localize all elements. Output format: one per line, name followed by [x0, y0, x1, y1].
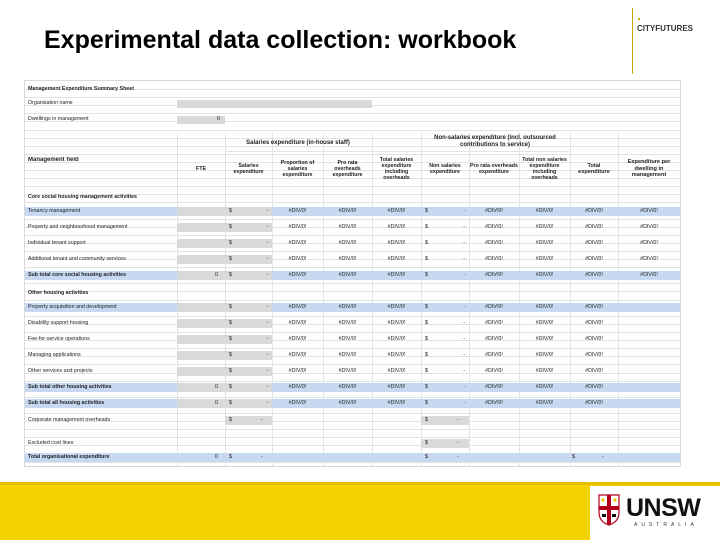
grid-line	[25, 235, 680, 236]
salaries-group-header: Salaries expenditure (in-house staff)	[246, 139, 350, 146]
city-futures-logo-icon	[632, 8, 691, 74]
row-label: Sub total all housing activities	[28, 400, 105, 406]
row-totsal: #DIV/0!	[387, 272, 406, 278]
row-totsal: #DIV/0!	[387, 224, 406, 230]
row-nonpr: #DIV/0!	[485, 336, 503, 342]
row-ndash: -	[463, 224, 465, 230]
row-totnon: #DIV/0!	[535, 400, 554, 406]
total-sal: $	[229, 454, 232, 460]
row-dash: -	[266, 400, 268, 406]
row-nonpr: #DIV/0!	[485, 224, 503, 230]
row-totnon: #DIV/0!	[535, 304, 554, 310]
row-ndash: -	[463, 384, 465, 390]
overheads-dash: -	[261, 417, 263, 423]
row-totsal: #DIV/0!	[387, 368, 406, 374]
total-fte: 0	[215, 454, 218, 460]
total-ndash: -	[457, 454, 459, 460]
row-sal: $	[229, 400, 232, 406]
row-dash: -	[266, 224, 268, 230]
overheads-nonsal: $	[425, 417, 428, 423]
grid-line	[25, 219, 680, 220]
row-perdw	[622, 384, 676, 392]
grid-line	[25, 348, 680, 349]
column-header-nonsal: Non salaries expenditure	[429, 162, 461, 175]
row-totsal: #DIV/0!	[387, 256, 406, 262]
row-label: Fee-for-service operations	[28, 336, 90, 342]
overheads-label: Corporate management overheads	[28, 417, 111, 423]
row-prop: #DIV/0!	[288, 240, 307, 246]
row-dash: -	[266, 272, 268, 278]
row-label: Additional tenant and community services	[28, 256, 126, 262]
row-totnon: #DIV/0!	[535, 352, 554, 358]
unsw-crest-icon	[598, 494, 620, 526]
row-total: #DIV/0!	[585, 304, 603, 310]
row-nonsal: $	[425, 400, 428, 406]
grid-line	[25, 332, 680, 333]
row-total: #DIV/0!	[585, 400, 603, 406]
row-nonsal: $	[425, 272, 428, 278]
total-tdash: -	[602, 454, 604, 460]
row-nonsal: $	[425, 368, 428, 374]
row-prorata: #DIV/0!	[338, 352, 357, 358]
column-header-fte: FTE	[195, 165, 206, 172]
row-label: Property acquisition and development	[28, 304, 117, 310]
row-prorata: #DIV/0!	[338, 208, 357, 214]
row-label: Managing applications	[28, 352, 81, 358]
row-sal: $	[229, 224, 232, 230]
row-perdw	[622, 352, 676, 360]
row-label: Other services and projects	[28, 368, 93, 374]
row-nonpr: #DIV/0!	[485, 352, 503, 358]
row-prop: #DIV/0!	[288, 224, 307, 230]
row-ndash: -	[463, 400, 465, 406]
row-label: Sub total core social housing activities	[28, 272, 127, 278]
grid-line	[25, 462, 680, 463]
row-fte	[215, 320, 223, 328]
row-prop: #DIV/0!	[288, 320, 307, 326]
grid-line	[25, 283, 680, 284]
row-prorata: #DIV/0!	[338, 384, 357, 390]
grid-line	[25, 413, 680, 414]
row-totsal: #DIV/0!	[387, 304, 406, 310]
row-perdw	[622, 368, 676, 376]
row-nonsal: $	[425, 352, 428, 358]
column-header-prop: Proportion of salaries expenditure	[280, 159, 315, 179]
row-perdw: #DIV/0!	[640, 240, 658, 246]
row-fte: 0	[215, 272, 218, 278]
row-totnon: #DIV/0!	[535, 224, 554, 230]
row-totsal: #DIV/0!	[387, 352, 406, 358]
excluded-label: Excluded cost lines	[28, 440, 74, 446]
row-nonpr: #DIV/0!	[485, 256, 503, 262]
row-perdw: #DIV/0!	[640, 272, 658, 278]
row-prop: #DIV/0!	[288, 352, 307, 358]
row-totsal: #DIV/0!	[387, 336, 406, 342]
grid-line	[25, 186, 680, 187]
row-sal: $	[229, 352, 232, 358]
organisation-label: Organisation name	[28, 100, 73, 106]
nonsalaries-group-header: Non-salaries expenditure (incl. outsourced contributions to service)	[434, 135, 556, 148]
row-dash: -	[266, 336, 268, 342]
management-field-header: Management field	[28, 157, 79, 163]
row-ndash: -	[463, 256, 465, 262]
row-nonsal: $	[425, 384, 428, 390]
grid-line	[25, 437, 680, 438]
row-sal: $	[229, 272, 232, 278]
row-totnon: #DIV/0!	[535, 336, 554, 342]
row-nonpr: #DIV/0!	[485, 400, 503, 406]
row-totnon: #DIV/0!	[535, 256, 554, 262]
row-label: Individual tenant support	[28, 240, 86, 246]
grid-line	[25, 316, 680, 317]
row-fte	[215, 224, 223, 232]
row-total: #DIV/0!	[585, 208, 603, 214]
row-total: #DIV/0!	[585, 224, 603, 230]
row-totsal: #DIV/0!	[387, 208, 406, 214]
row-ndash: -	[463, 272, 465, 278]
total-label: Total organisational expenditure	[28, 454, 110, 460]
row-perdw: #DIV/0!	[640, 224, 658, 230]
row-prorata: #DIV/0!	[338, 256, 357, 262]
grid-line	[25, 97, 680, 98]
grid-line	[25, 300, 680, 301]
row-fte	[215, 368, 223, 376]
row-prop: #DIV/0!	[288, 368, 307, 374]
section-core: Core social housing management activities	[28, 194, 137, 200]
row-nonpr: #DIV/0!	[485, 384, 503, 390]
row-nonsal: $	[425, 336, 428, 342]
column-header-totsal: Total salaries expenditure including overheads	[379, 156, 414, 182]
row-prorata: #DIV/0!	[338, 336, 357, 342]
column-header-perdwelling: Expenditure per dwelling in management	[627, 159, 671, 179]
row-totsal: #DIV/0!	[387, 400, 406, 406]
row-sal: $	[229, 304, 232, 310]
header-line	[225, 151, 569, 152]
row-dash: -	[266, 256, 268, 262]
slide-title: Experimental data collection: workbook	[44, 26, 517, 54]
column-header-total: Total expenditure	[578, 162, 610, 175]
row-perdw: #DIV/0!	[640, 208, 658, 214]
row-total: #DIV/0!	[585, 368, 603, 374]
row-perdw	[622, 320, 676, 328]
grid-line	[25, 381, 680, 382]
row-prop: #DIV/0!	[288, 304, 307, 310]
row-nonsal: $	[425, 256, 428, 262]
row-perdw	[622, 400, 676, 408]
row-prorata: #DIV/0!	[338, 224, 357, 230]
row-nonpr: #DIV/0!	[485, 240, 503, 246]
grid-line	[25, 113, 680, 114]
row-fte	[215, 208, 223, 216]
grid-line	[25, 429, 680, 430]
row-prop: #DIV/0!	[288, 336, 307, 342]
row-total: #DIV/0!	[585, 352, 603, 358]
column-header-totnon: Total non salaries expenditure including overheads	[522, 156, 567, 182]
row-nonpr: #DIV/0!	[485, 304, 503, 310]
row-nonsal: $	[425, 320, 428, 326]
excluded-ndash: -	[457, 440, 459, 446]
row-dash: -	[266, 240, 268, 246]
row-label: Disability support housing	[28, 320, 89, 326]
row-dash: -	[266, 320, 268, 326]
row-dash: -	[266, 352, 268, 358]
row-total: #DIV/0!	[585, 256, 603, 262]
row-fte	[215, 336, 223, 344]
row-sal: $	[229, 368, 232, 374]
row-total: #DIV/0!	[585, 320, 603, 326]
section-other: Other housing activities	[28, 290, 89, 296]
row-label: Sub total other housing activities	[28, 384, 112, 390]
row-totnon: #DIV/0!	[535, 320, 554, 326]
total-dash: -	[261, 454, 263, 460]
row-ndash: -	[463, 368, 465, 374]
row-perdw	[622, 304, 676, 312]
row-nonsal: $	[425, 240, 428, 246]
row-prop: #DIV/0!	[288, 384, 307, 390]
total-nonsal: $	[425, 454, 428, 460]
row-dash: -	[266, 208, 268, 214]
sheet-heading: Management Expenditure Summary Sheet	[28, 86, 134, 92]
row-prorata: #DIV/0!	[338, 272, 357, 278]
row-sal: $	[229, 336, 232, 342]
overheads-sal: $	[229, 417, 232, 423]
row-ndash: -	[463, 304, 465, 310]
row-perdw: #DIV/0!	[640, 256, 658, 262]
row-sal: $	[229, 240, 232, 246]
row-sal: $	[229, 384, 232, 390]
row-nonpr: #DIV/0!	[485, 320, 503, 326]
row-prop: #DIV/0!	[288, 400, 307, 406]
organisation-input	[177, 100, 372, 108]
dwellings-value: 0	[217, 116, 220, 122]
column-header-sal: Salaries expenditure	[233, 162, 264, 175]
australia-logo-text: AUSTRALIA	[634, 522, 698, 528]
row-total: #DIV/0!	[585, 240, 603, 246]
row-sal: $	[229, 208, 232, 214]
row-sal: $	[229, 320, 232, 326]
row-dash: -	[266, 368, 268, 374]
row-prorata: #DIV/0!	[338, 320, 357, 326]
column-header-prorata: Pro rata overheads expenditure	[332, 159, 363, 179]
row-dash: -	[266, 384, 268, 390]
overheads-ndash: -	[457, 417, 459, 423]
grid-line	[25, 267, 680, 268]
excluded-nonsal: $	[425, 440, 428, 446]
row-nonpr: #DIV/0!	[485, 272, 503, 278]
row-dash: -	[266, 304, 268, 310]
row-nonpr: #DIV/0!	[485, 208, 503, 214]
row-ndash: -	[463, 352, 465, 358]
row-ndash: -	[463, 336, 465, 342]
spreadsheet	[24, 80, 681, 467]
row-fte: 0	[215, 384, 218, 390]
unsw-logo-text: UNSW	[626, 494, 701, 522]
row-fte	[215, 256, 223, 264]
row-prop: #DIV/0!	[288, 272, 307, 278]
grid-line	[25, 397, 680, 398]
row-fte	[215, 240, 223, 248]
row-nonsal: $	[425, 304, 428, 310]
dwellings-label: Dwellings in management	[28, 116, 89, 122]
row-fte	[215, 352, 223, 360]
row-totsal: #DIV/0!	[387, 240, 406, 246]
grid-line	[25, 202, 680, 203]
grid-line	[25, 251, 680, 252]
row-prop: #DIV/0!	[288, 256, 307, 262]
grid-line	[25, 130, 680, 131]
row-totsal: #DIV/0!	[387, 320, 406, 326]
row-prop: #DIV/0!	[288, 208, 307, 214]
row-prorata: #DIV/0!	[338, 400, 357, 406]
row-prorata: #DIV/0!	[338, 240, 357, 246]
row-total: #DIV/0!	[585, 336, 603, 342]
total-total: $	[572, 454, 575, 460]
row-nonpr: #DIV/0!	[485, 368, 503, 374]
row-total: #DIV/0!	[585, 272, 603, 278]
row-nonsal: $	[425, 224, 428, 230]
row-ndash: -	[463, 320, 465, 326]
row-fte	[215, 304, 223, 312]
row-nonsal: $	[425, 208, 428, 214]
row-ndash: -	[463, 240, 465, 246]
row-totnon: #DIV/0!	[535, 384, 554, 390]
row-perdw	[622, 336, 676, 344]
row-label: Property and neighbourhood management	[28, 224, 128, 230]
row-totnon: #DIV/0!	[535, 240, 554, 246]
grid-line	[25, 364, 680, 365]
row-sal: $	[229, 256, 232, 262]
row-ndash: -	[463, 208, 465, 214]
row-label: Tenancy management	[28, 208, 81, 214]
row-totnon: #DIV/0!	[535, 272, 554, 278]
row-fte: 0	[215, 400, 218, 406]
row-total: #DIV/0!	[585, 384, 603, 390]
row-prorata: #DIV/0!	[338, 304, 357, 310]
row-prorata: #DIV/0!	[338, 368, 357, 374]
row-totsal: #DIV/0!	[387, 384, 406, 390]
city-futures-logo-text: CITYFUTURES	[637, 24, 693, 33]
row-totnon: #DIV/0!	[535, 368, 554, 374]
column-header-nonprorata: Pro rata overheads expenditure	[470, 162, 518, 175]
row-totnon: #DIV/0!	[535, 208, 554, 214]
